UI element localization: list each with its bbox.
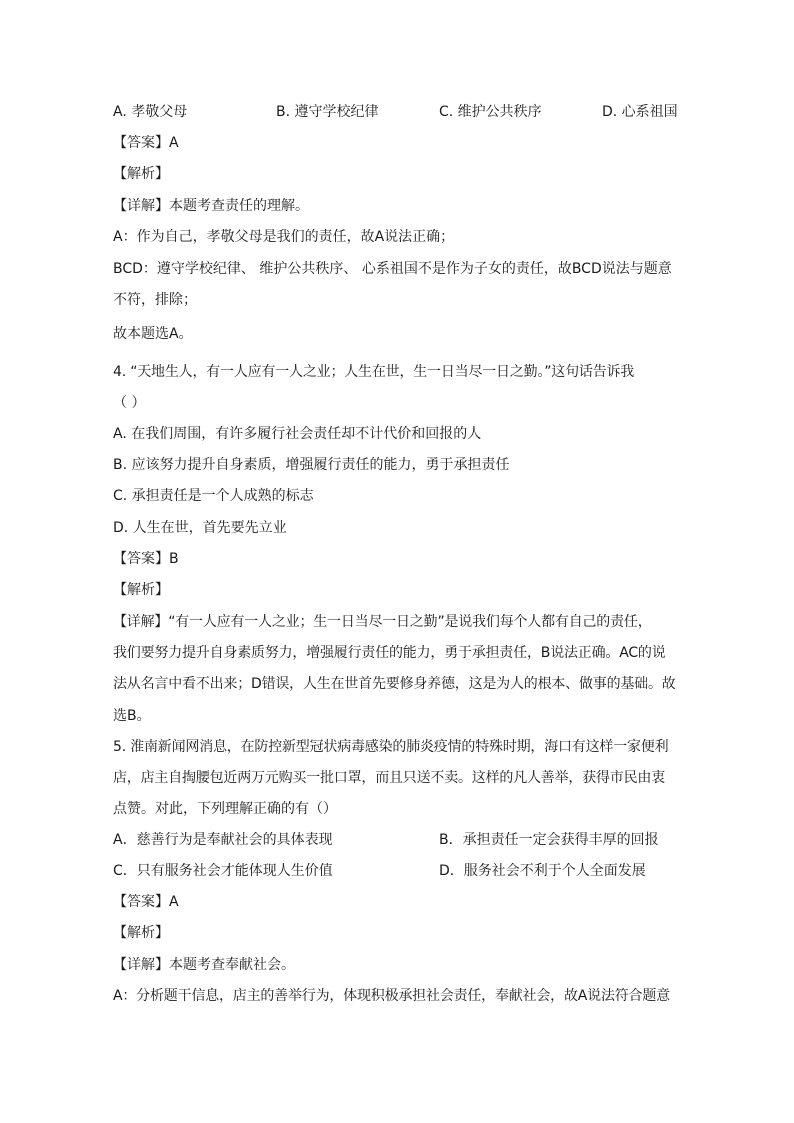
- q5-explanation-a: A：分析题干信息，店主的善举行为，体现积极承担社会责任，奉献社会，故A说法符合题意: [113, 988, 670, 1004]
- q3-option-c: C. 维护公共秩序: [439, 104, 542, 120]
- q3-option-b: B. 遵守学校纪律: [276, 104, 379, 120]
- q4-analysis-label: 【解析】: [113, 582, 169, 598]
- q3-analysis-label: 【解析】: [113, 166, 169, 182]
- q5-detail: 【详解】本题考查奉献社会。: [113, 957, 295, 973]
- q5-stem-line-2: 店，店主自掏腰包近两万元购买一批口罩，而且只送不卖。这样的凡人善举，获得市民由衷: [113, 770, 665, 786]
- q5-analysis-label: 【解析】: [113, 925, 169, 941]
- q5-option-a: A．慈善行为是奉献社会的具体表现: [113, 832, 333, 848]
- q5-stem-line-1: 5. 淮南新闻网消息，在防控新型冠状病毒感染的肺炎疫情的特殊时期，海口有这样一家便利: [113, 739, 669, 755]
- q4-option-d: D. 人生在世，首先要先立业: [113, 520, 287, 536]
- q3-option-a: A. 孝敬父母: [113, 104, 188, 120]
- q3-explanation-a: A：作为自己，孝敬父母是我们的责任，故A说法正确；: [113, 229, 455, 245]
- q3-explanation-bcd-2: 不符，排除；: [113, 292, 197, 308]
- q4-option-a: A. 在我们周围，有许多履行社会责任却不计代价和回报的人: [113, 426, 482, 442]
- q5-option-b: B．承担责任一定会获得丰厚的回报: [439, 832, 659, 848]
- q4-option-b: B. 应该努力提升自身素质，增强履行责任的能力，勇于承担责任: [113, 457, 510, 473]
- q4-answer: 【答案】B: [113, 551, 179, 567]
- q4-stem-line-2: （ ）: [113, 395, 146, 411]
- q4-detail-line-2: 我们要努力提升自身素质努力，增强履行责任的能力，勇于承担责任，B说法正确。AC的说: [113, 645, 666, 661]
- q4-detail-line-3: 法从名言中看不出来；D错误，人生在世首先要修身养德，这是为人的根本、做事的基础。故: [113, 676, 676, 692]
- q3-conclusion: 故本题选A。: [113, 326, 193, 342]
- q5-stem-line-3: 点赞。对此，下列理解正确的有（）: [113, 801, 337, 817]
- q4-detail-line-1: 【详解】“有一人应有一人之业；生一日当尽一日之勤”是说我们每个人都有自己的责任，: [113, 614, 652, 630]
- q5-option-c: C．只有服务社会才能体现人生价值: [113, 863, 333, 879]
- q5-option-d: D．服务社会不利于个人全面发展: [439, 863, 646, 879]
- q4-detail-line-4: 选B。: [113, 708, 151, 724]
- q5-answer: 【答案】A: [113, 894, 179, 910]
- q4-stem-line-1: 4. “天地生人，有一人应有一人之业；人生在世，生一日当尽一日之勤。”这句话告诉我: [113, 364, 635, 380]
- q3-detail: 【详解】本题考查责任的理解。: [113, 198, 309, 214]
- q3-explanation-bcd-1: BCD：遵守学校纪律、 维护公共秩序、 心系祖国不是作为子女的责任，故BCD说法与题意: [113, 261, 672, 277]
- q4-option-c: C. 承担责任是一个人成熟的标志: [113, 488, 314, 504]
- q3-option-d: D. 心系祖国: [602, 104, 678, 120]
- q3-answer: 【答案】A: [113, 135, 179, 151]
